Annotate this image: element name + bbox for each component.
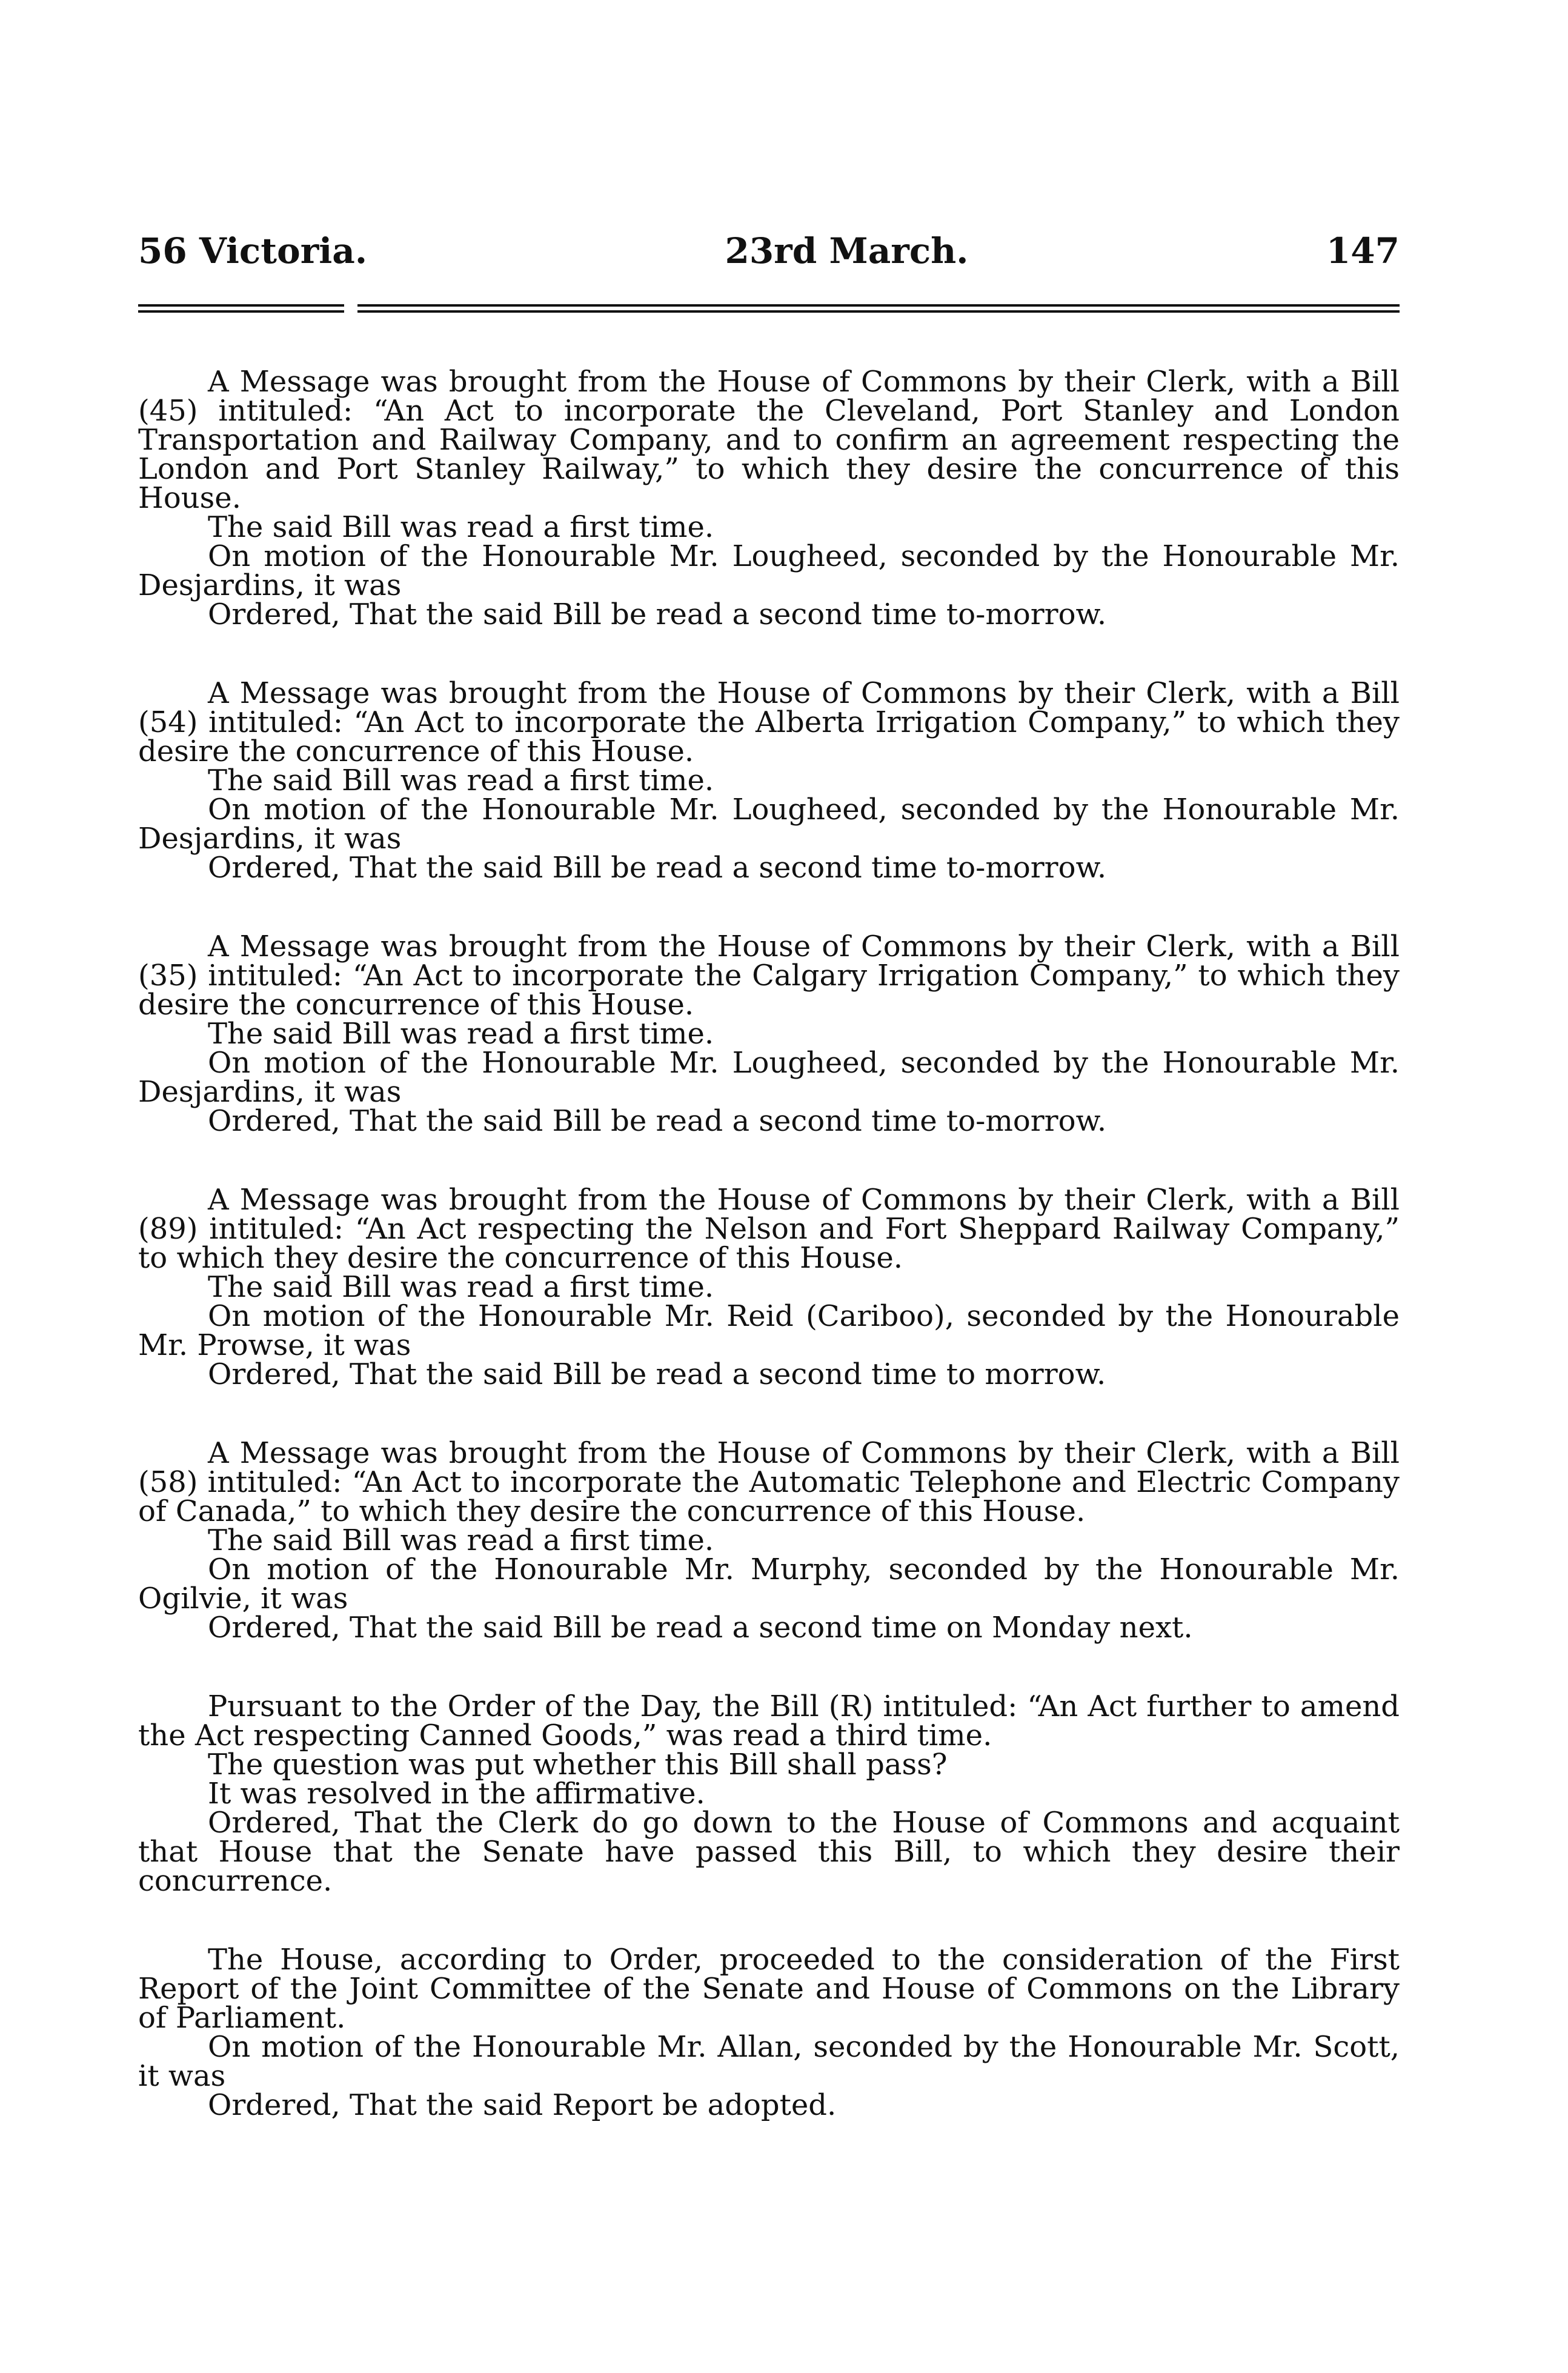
entry-paragraph: It was resolved in the affirmative. bbox=[208, 1777, 705, 1811]
entry-paragraph: Ordered, That the said Bill be read a second time to-morrow. bbox=[208, 1104, 1107, 1138]
entry-paragraph: The question was put whether this Bill shall pass? bbox=[208, 1748, 948, 1782]
journal-entry bbox=[138, 676, 1400, 885]
entry-paragraph: On motion of the Honourable Mr. Lougheed, seconded by the Honourable Mr. Desjardins, it was bbox=[138, 793, 1400, 856]
journal-entry bbox=[138, 932, 1400, 1136]
entry-paragraph: The said Bill was read a first time. bbox=[208, 510, 714, 544]
entry-paragraph: Pursuant to the Order of the Day, the Bill (R) intituled: “An Act further to amend the Act respecting Canned Goods,” was read a third time. bbox=[138, 1689, 1400, 1752]
entry-paragraph: On motion of the Honourable Mr. Lougheed, seconded by the Honourable Mr. Desjardins, it was bbox=[138, 539, 1400, 602]
journal-entry bbox=[138, 1689, 1400, 1898]
entry-paragraph: The said Bill was read a first time. bbox=[208, 1270, 714, 1304]
entry-paragraph: Ordered, That the Clerk do go down to the House of Commons and acquaint that House that the Senate have passed this Bill, to which they desire their concurrence. bbox=[138, 1806, 1400, 1898]
page-number: 147 bbox=[1326, 230, 1400, 271]
entry-paragraph: Ordered, That the said Bill be read a second time to-morrow. bbox=[208, 851, 1107, 885]
journal-entry bbox=[138, 1945, 1400, 2120]
page-header bbox=[138, 230, 1400, 297]
header-rule bbox=[138, 304, 1400, 316]
entry-paragraph: On motion of the Honourable Mr. Reid (Cariboo), seconded by the Honourable Mr. Prowse, it was bbox=[138, 1299, 1400, 1362]
entry-paragraph: On motion of the Honourable Mr. Lougheed, seconded by the Honourable Mr. Desjardins, it was bbox=[138, 1046, 1400, 1109]
journal-entry bbox=[138, 1436, 1400, 1645]
header-date: 23rd March. bbox=[725, 230, 969, 271]
journal-entries bbox=[138, 367, 1400, 2120]
entry-paragraph: On motion of the Honourable Mr. Murphy, seconded by the Honourable Mr. Ogilvie, it was bbox=[138, 1553, 1400, 1616]
entry-paragraph: The House, according to Order, proceeded to the consideration of the First Report of the Joint Committee of the Senate and House of Commons on the Library of Parliament. bbox=[138, 1943, 1400, 2035]
entry-paragraph: A Message was brought from the House of Commons by their Clerk, with a Bill (45) intituled: “An Act to incorporate the Cleveland, Port Stanley and London Transportation and Railway Company, and to confirm an agreement respecting the London and Port Stanley Railway,” to which they desire the concurrence of this House. bbox=[138, 365, 1400, 515]
journal-page bbox=[138, 230, 1400, 2169]
header-rule-left bbox=[138, 304, 344, 316]
entry-paragraph: Ordered, That the said Bill be read a second time to morrow. bbox=[208, 1357, 1106, 1391]
entry-paragraph: A Message was brought from the House of Commons by their Clerk, with a Bill (89) intituled: “An Act respecting the Nelson and Fort Sheppard Railway Company,” to which they desire the concurrence of this House. bbox=[138, 1183, 1400, 1275]
entry-paragraph: A Message was brought from the House of Commons by their Clerk, with a Bill (54) intituled: “An Act to incorporate the Alberta Irrigation Company,” to which they desire the concurrence of this House. bbox=[138, 676, 1400, 768]
entry-paragraph: Ordered, That the said Bill be read a second time on Monday next. bbox=[208, 1611, 1193, 1645]
header-session: 56 Victoria. bbox=[138, 230, 368, 271]
entry-paragraph: On motion of the Honourable Mr. Allan, seconded by the Honourable Mr. Scott, it was bbox=[138, 2030, 1400, 2093]
entry-paragraph: A Message was brought from the House of Commons by their Clerk, with a Bill (58) intituled: “An Act to incorporate the Automatic Telephone and Electric Company of Canada,” to which they desire the concurrence of this House. bbox=[138, 1436, 1400, 1528]
entry-paragraph: A Message was brought from the House of Commons by their Clerk, with a Bill (35) intituled: “An Act to incorporate the Calgary Irrigation Company,” to which they desire the concurrence of this House. bbox=[138, 930, 1400, 1022]
entry-paragraph: The said Bill was read a first time. bbox=[208, 1017, 714, 1051]
entry-paragraph: The said Bill was read a first time. bbox=[208, 1523, 714, 1557]
header-rule-right bbox=[357, 304, 1400, 316]
entry-paragraph: Ordered, That the said Bill be read a second time to-morrow. bbox=[208, 597, 1107, 631]
entry-paragraph: Ordered, That the said Report be adopted. bbox=[208, 2088, 837, 2122]
journal-entry bbox=[138, 1185, 1400, 1389]
journal-entry bbox=[138, 367, 1400, 629]
entry-paragraph: The said Bill was read a first time. bbox=[208, 764, 714, 797]
